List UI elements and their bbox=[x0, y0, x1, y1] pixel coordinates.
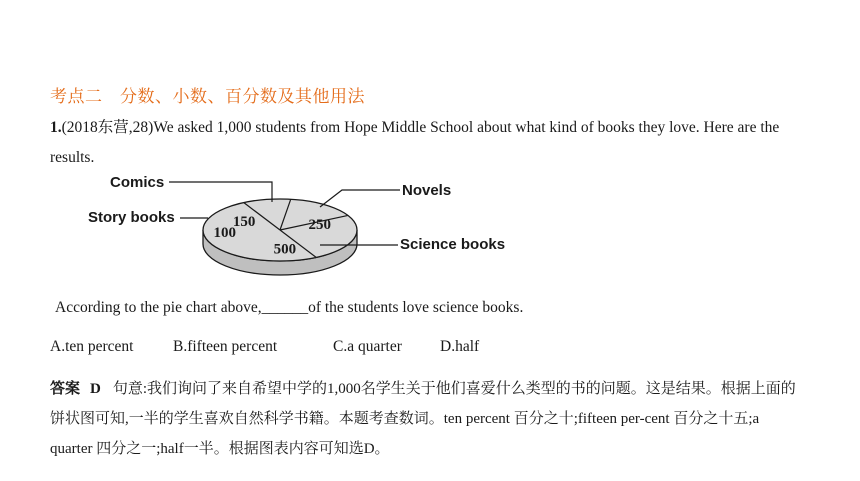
slice-value-comics: 150 bbox=[232, 213, 256, 230]
option-d: D.half bbox=[440, 338, 480, 355]
pie-chart bbox=[80, 165, 530, 290]
slice-label-novels: Novels bbox=[402, 182, 452, 199]
slice-value-story-books: 100 bbox=[213, 224, 237, 241]
slice-label-science-books: Science books bbox=[400, 236, 506, 253]
question-stem: According to the pie chart above,______of the students love science books. bbox=[55, 299, 524, 316]
leader-line-comics bbox=[169, 182, 272, 202]
slice-label-story-books: Story books bbox=[88, 209, 175, 226]
option-c: C.a quarter bbox=[333, 338, 402, 355]
section-title: 考点二 分数、小数、百分数及其他用法 bbox=[50, 87, 365, 107]
question-number: 1. bbox=[50, 119, 62, 136]
question-body: (2018东营,28)We asked 1,000 students from Hope Middle School about what kind of books they love. Here are the results. bbox=[50, 119, 780, 166]
answer-explanation: 句意:我们询问了来自希望中学的1,000名学生关于他们喜爱什么类型的书的问题。这是结果。根据上面的饼状图可知,一半的学生喜欢自然科学书籍。本题考查数词。ten percent 百分之十;fifteen per-cent 百分之十五;a quarter 四分之一;half一半。根据图表内容可知选D。 bbox=[50, 381, 796, 457]
slice-label-comics: Comics bbox=[110, 174, 165, 191]
answer-block bbox=[50, 373, 800, 464]
option-a: A.ten percent bbox=[50, 338, 134, 355]
slice-value-novels: 250 bbox=[308, 217, 332, 234]
question-text bbox=[50, 113, 810, 173]
leader-line-novels bbox=[320, 190, 400, 207]
pie-chart-svg bbox=[80, 165, 530, 290]
answer-label: 答案 bbox=[50, 379, 81, 397]
slice-value-science-books: 500 bbox=[273, 241, 297, 258]
option-b: B.fifteen percent bbox=[173, 338, 278, 355]
answer-letter: D bbox=[90, 381, 101, 397]
